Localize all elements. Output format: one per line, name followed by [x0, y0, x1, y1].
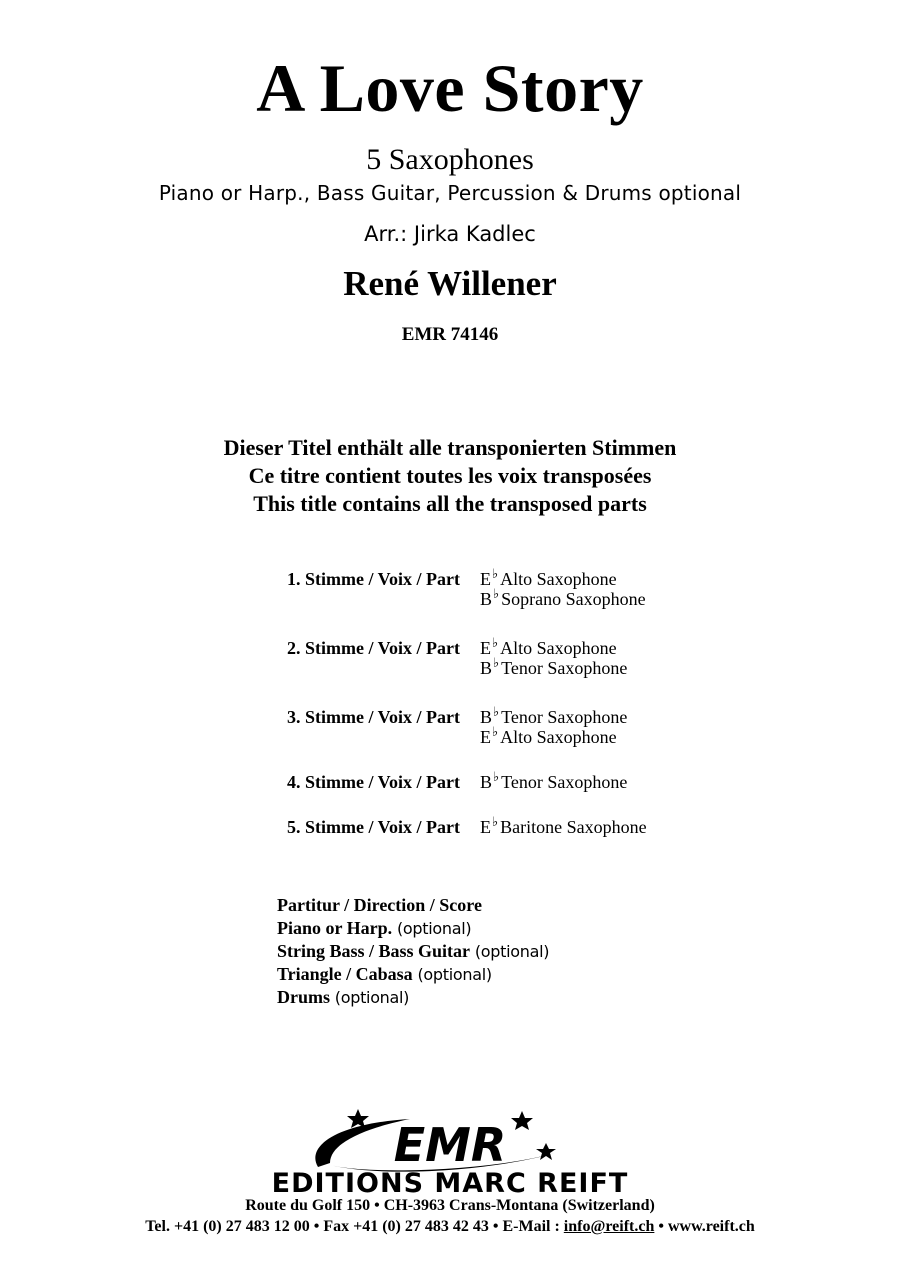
- part-label: 4. Stimme / Voix / Part: [287, 772, 460, 792]
- website-text: • www.reift.ch: [654, 1218, 755, 1235]
- extras-list: [277, 894, 549, 1009]
- extra-item-percussion: Triangle / Cabasa (optional): [277, 964, 492, 984]
- instrument-entry: B♭ Tenor Saxophone: [480, 704, 628, 727]
- composer-name: René Willener: [343, 264, 557, 303]
- part-instruments: [480, 566, 646, 610]
- part-label: 2. Stimme / Voix / Part: [287, 638, 460, 658]
- part-instruments: [480, 814, 647, 838]
- instrument-entry: B♭ Soprano Saxophone: [480, 586, 646, 609]
- flat-sign: ♭: [493, 769, 500, 784]
- catalog-number: EMR 74146: [401, 324, 499, 345]
- flat-sign: ♭: [492, 635, 499, 650]
- part-instruments: [480, 769, 628, 793]
- publisher-name: EDITIONS MARC REIFT: [271, 1168, 629, 1199]
- instrument-entry: E♭ Alto Saxophone: [480, 724, 617, 747]
- transposed-notice: [0, 434, 900, 518]
- flat-sign: ♭: [493, 704, 500, 719]
- email-link[interactable]: info@reift.ch: [563, 1218, 655, 1235]
- page-title: A Love Story: [256, 50, 644, 126]
- part-label: 1. Stimme / Voix / Part: [287, 569, 460, 589]
- instrument-entry: E♭ Baritone Saxophone: [480, 814, 647, 837]
- instrument-entry: E♭ Alto Saxophone: [480, 635, 617, 658]
- extra-item-bass: String Bass / Bass Guitar (optional): [277, 941, 550, 961]
- transposed-notice-de: Dieser Titel enthält alle transponierten Stimmen: [223, 435, 677, 460]
- arranger-credit: Arr.: Jirka Kadlec: [364, 222, 536, 246]
- flat-sign: ♭: [493, 655, 500, 670]
- instrument-entry: B♭ Tenor Saxophone: [480, 769, 628, 792]
- flat-sign: ♭: [492, 814, 499, 829]
- instrument-entry: B♭ Tenor Saxophone: [480, 655, 628, 678]
- instrument-entry: E♭ Alto Saxophone: [480, 566, 617, 589]
- flat-sign: ♭: [492, 724, 499, 739]
- extra-item-score: Partitur / Direction / Score: [277, 895, 482, 915]
- svg-text:EMR: EMR: [393, 1118, 507, 1172]
- publisher-address: Route du Golf 150 • CH-3963 Crans-Montana (Switzerland): [245, 1197, 655, 1214]
- transposed-notice-fr: Ce titre contient toutes les voix transposées: [248, 463, 652, 488]
- publisher-contact: [0, 1217, 900, 1237]
- part-instruments: [480, 635, 628, 679]
- part-label: 3. Stimme / Voix / Part: [287, 707, 460, 727]
- contact-phone-fax: Tel. +41 (0) 27 483 12 00 • Fax +41 (0) 27 483 42 43 • E-Mail :: [145, 1218, 564, 1235]
- flat-sign: ♭: [493, 586, 500, 601]
- extra-item-piano: Piano or Harp. (optional): [277, 918, 472, 938]
- part-instruments: [480, 704, 628, 748]
- transposed-notice-en: This title contains all the transposed parts: [253, 491, 647, 516]
- extra-item-drums: Drums (optional): [277, 987, 410, 1007]
- part-label: 5. Stimme / Voix / Part: [287, 817, 460, 837]
- flat-sign: ♭: [492, 566, 499, 581]
- instrumentation-line: Piano or Harp., Bass Guitar, Percussion & Drums optional: [158, 181, 742, 205]
- subtitle: 5 Saxophones: [366, 143, 534, 176]
